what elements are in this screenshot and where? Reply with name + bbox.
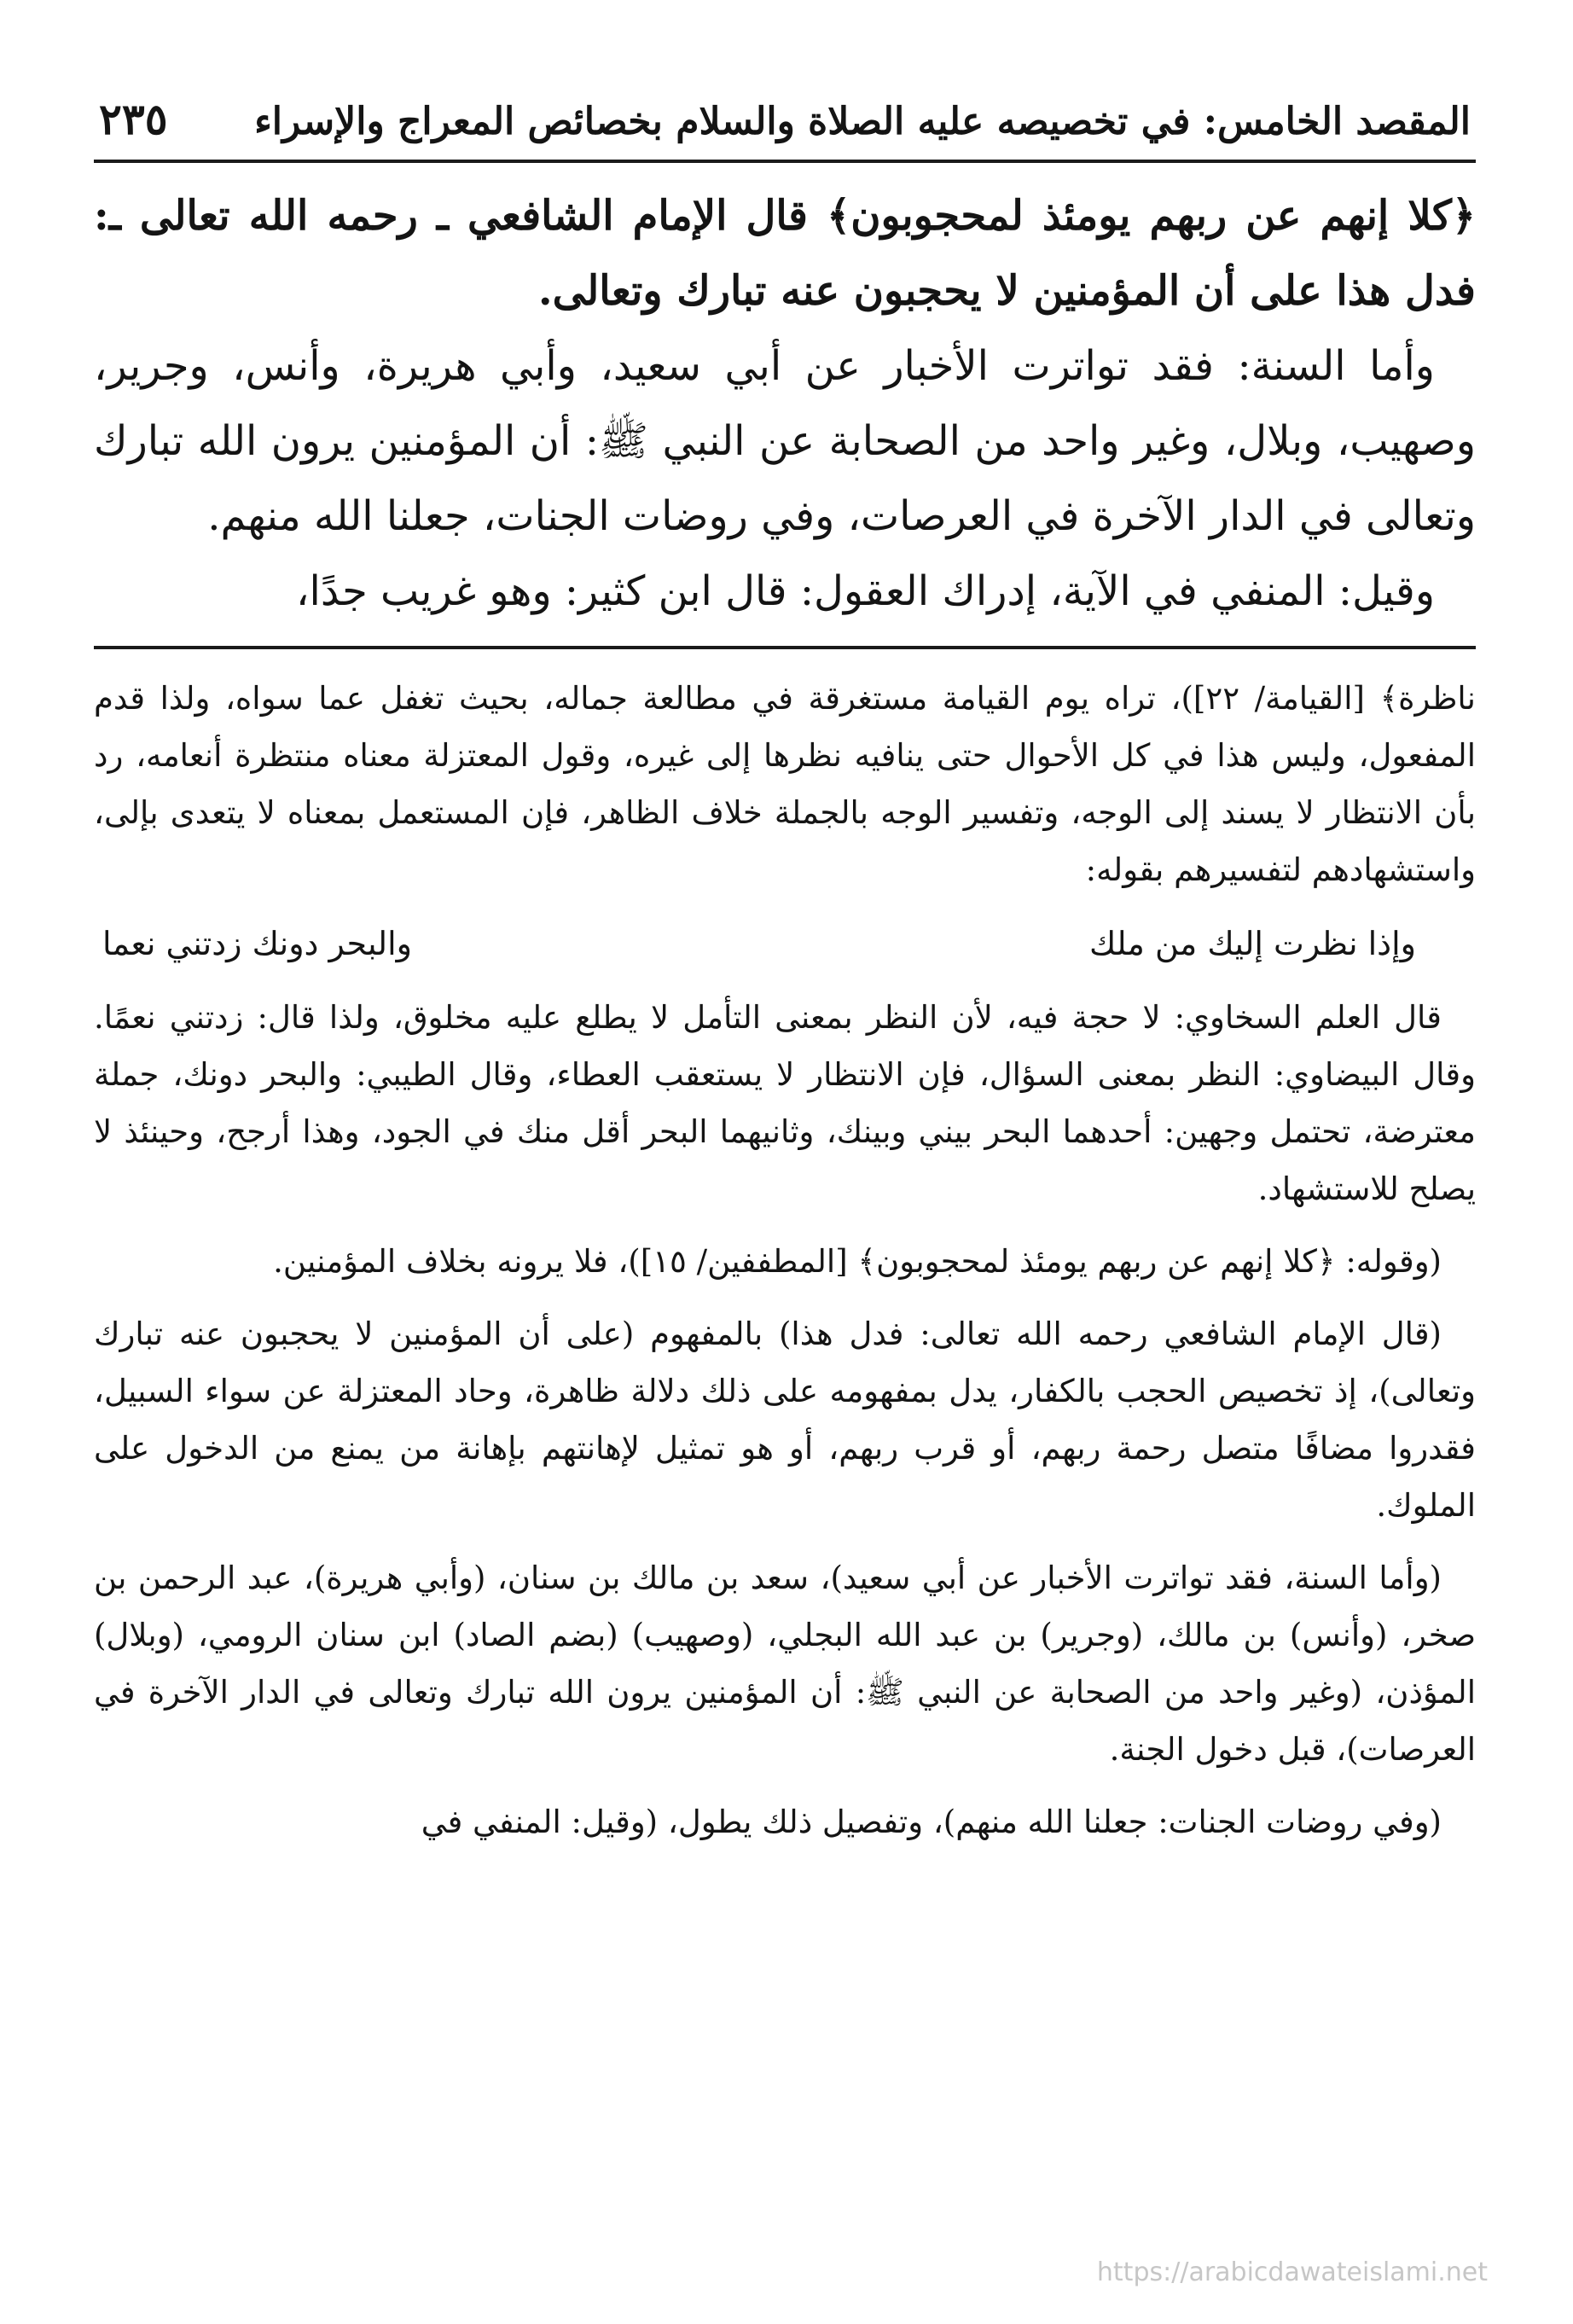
verse-second-hemistich: والبحر دونك زدتني نعما xyxy=(102,925,413,962)
main-paragraph: ﴿كلا إنهم عن ربهم يومئذ لمحجوبون﴾ قال الإمام الشافعي ـ رحمه الله تعالى ـ: فدل هذا على أن المؤمنين لا يحجبون عنه تبارك وتعالى. xyxy=(94,192,1476,315)
commentary-paragraph: ناظرة﴾ [القيامة/ ٢٢])، تراه يوم القيامة مستغرقة في مطالعة جماله، بحيث تغفل عما سواه، ولذا قدم المفعول، وليس هذا في كل الأحوال حتى ينافيه نظرها إلى غيره، وقول المعتزلة معناه منتظرة أنعامه، رد بأن الانتظار لا يسند إلى الوجه، وتفسير الوجه بالجملة خلاف الظاهر، فإن المستعمل بمعناه لا يتعدى بإلى، واستشهادهم لتفسيرهم بقوله: xyxy=(94,680,1476,888)
running-header xyxy=(94,94,1476,153)
watermark-url: https://arabicdawateislami.net xyxy=(1096,2257,1488,2287)
poetry-verse xyxy=(94,914,1476,973)
book-page xyxy=(94,94,1476,1866)
commentary-paragraph: (وأما السنة، فقد تواترت الأخبار عن أبي سعيد)، سعد بن مالك بن سنان، (وأبي هريرة)، عبد الرحمن بن صخر، (وأنس) بن مالك، (وجرير) بن عبد الله البجلي، (وصهيب) (بضم الصاد) ابن سنان الرومي، (وبلال) المؤذن، (وغير واحد من الصحابة عن النبي ﷺ: أن المؤمنين يرون الله تبارك وتعالى في الدار الآخرة في العرصات)، قبل دخول الجنة. xyxy=(94,1560,1476,1768)
header-divider xyxy=(94,160,1476,163)
commentary-text xyxy=(94,670,1476,1850)
main-paragraph: وقيل: المنفي في الآية، إدراك العقول: قال ابن كثير: وهو غريب جدًا، xyxy=(296,567,1435,615)
chapter-title: المقصد الخامس: في تخصيصه عليه الصلاة والسلام بخصائص المعراج والإسراء xyxy=(254,100,1471,143)
commentary-paragraph: (وفي روضات الجنات: جعلنا الله منهم)، وتفصيل ذلك يطول، (وقيل: المنفي في xyxy=(421,1804,1442,1840)
verse-first-hemistich: وإذا نظرت إليك من ملك xyxy=(1088,925,1416,962)
page-number: ٢٣٥ xyxy=(99,94,168,144)
commentary-paragraph: قال العلم السخاوي: لا حجة فيه، لأن النظر بمعنى التأمل لا يطلع عليه مخلوق، ولذا قال: زدتني نعمًا. وقال البيضاوي: النظر بمعنى السؤال، فإن الانتظار لا يستعقب العطاء، وقال الطيبي: والبحر دونك، جملة معترضة، تحتمل وجهين: أحدهما البحر بيني وبينك، وثانيهما البحر أقل منك في الجود، وهذا أرجح، وحينئذ لا يصلح للاستشهاد. xyxy=(94,999,1476,1207)
commentary-paragraph: (وقوله: ﴿كلا إنهم عن ربهم يومئذ لمحجوبون﴾ [المطففين/ ١٥])، فلا يرونه بخلاف المؤمنين. xyxy=(273,1243,1442,1280)
commentary-paragraph: (قال الإمام الشافعي رحمه الله تعالى: فدل هذا) بالمفهوم (على أن المؤمنين لا يحجبون عنه تبارك وتعالى)، إذ تخصيص الحجب بالكفار، يدل بمفهومه على ذلك دلالة ظاهرة، وحاد المعتزلة عن سواء السبيل، فقدروا مضافًا متصل رحمة ربهم، أو قرب ربهم، أو هو تمثيل لإهانتهم بإهانة من يمنع من الدخول على الملوك. xyxy=(94,1316,1476,1524)
main-paragraph: وأما السنة: فقد تواترت الأخبار عن أبي سعيد، وأبي هريرة، وأنس، وجرير، وصهيب، وبلال، وغير واحد من الصحابة عن النبي ﷺ: أن المؤمنين يرون الله تبارك وتعالى في الدار الآخرة في العرصات، وفي روضات الجنات، جعلنا الله منهم. xyxy=(94,342,1476,540)
main-text xyxy=(94,178,1476,629)
commentary-divider xyxy=(94,646,1476,649)
